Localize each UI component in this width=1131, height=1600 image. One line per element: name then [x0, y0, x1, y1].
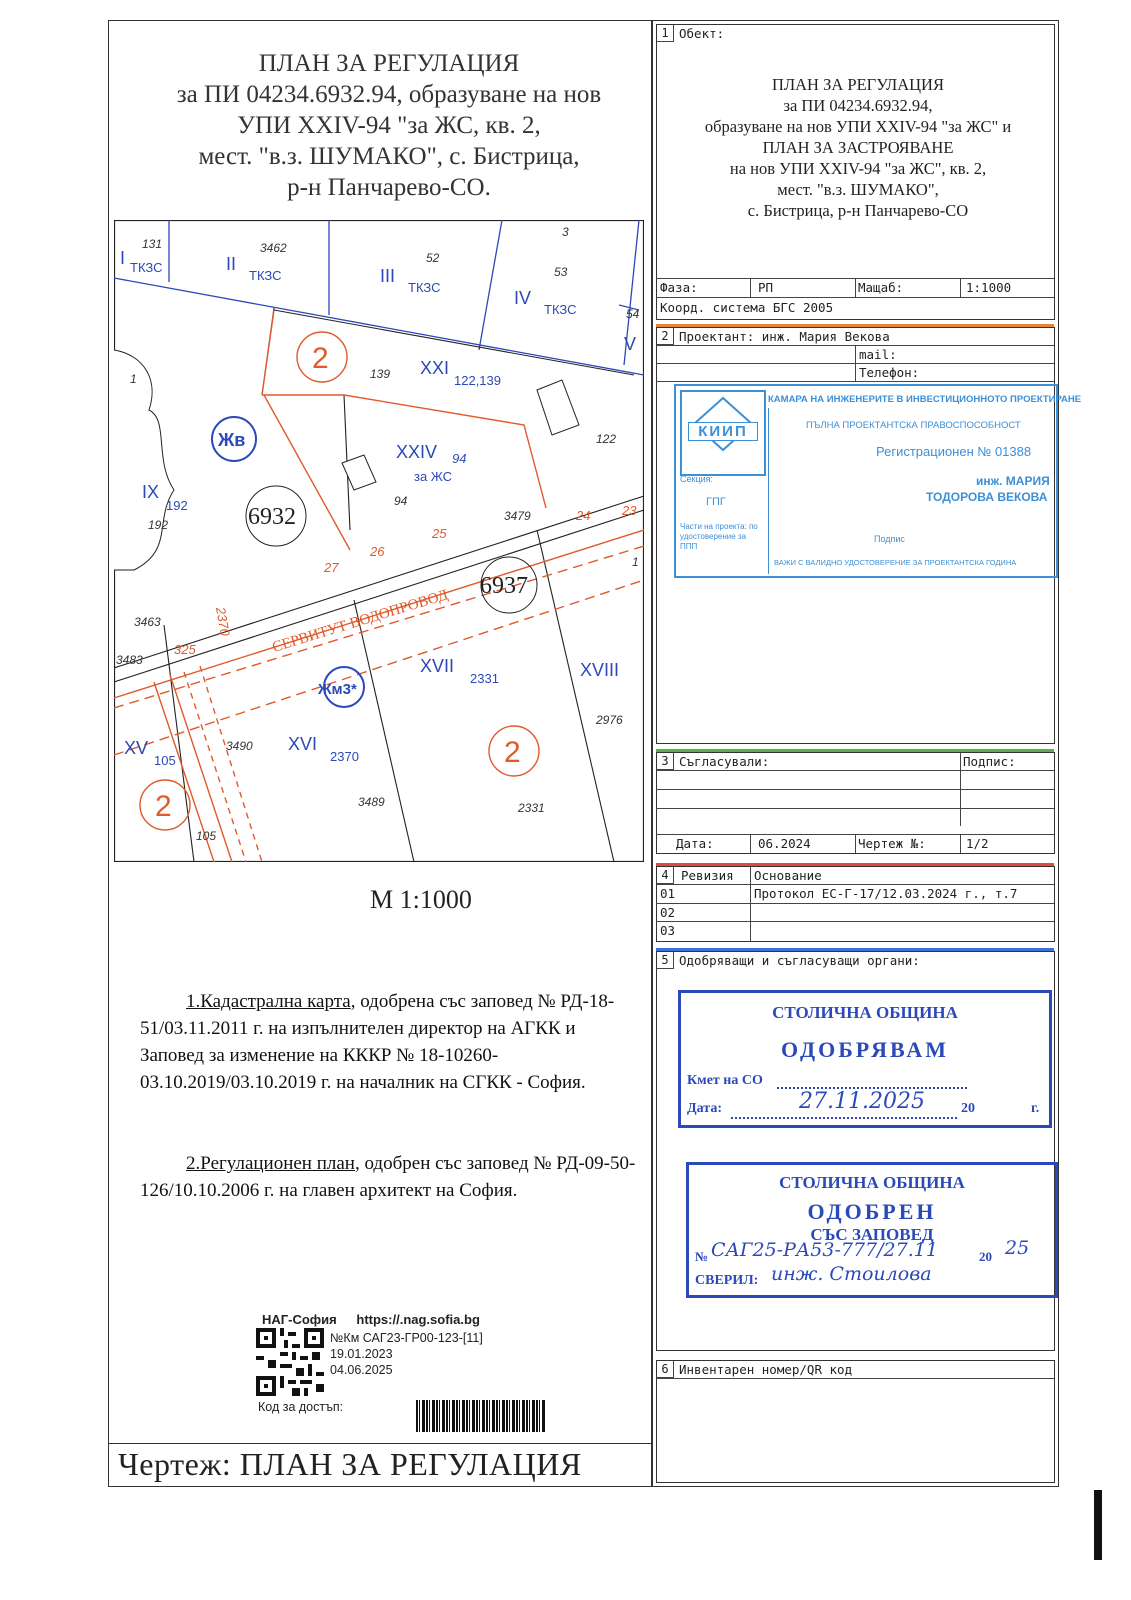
bottom-title-divider — [108, 1443, 652, 1444]
object-line1: ПЛАН ЗА РЕГУЛАЦИЯ — [772, 75, 944, 94]
approve-stamp — [678, 990, 1052, 1128]
order-year: 20 — [979, 1249, 992, 1264]
num-3479: 3479 — [504, 509, 531, 523]
num-54: 54 — [626, 307, 640, 321]
designer: Проектант: инж. Мария Векова — [679, 329, 890, 344]
kiip-stamp — [674, 384, 1082, 578]
circle-2-b: 2 — [155, 790, 172, 823]
parcel-XVII: XVII — [420, 656, 455, 676]
tkzs-1: ТКЗС — [130, 260, 163, 275]
kiip-name1: инж. МАРИЯ — [976, 474, 1050, 488]
num-105: 105 — [196, 829, 217, 843]
num-122: 122 — [596, 432, 617, 446]
nag-doc-info — [330, 1330, 483, 1378]
left-title-line3: УПИ XXIV-94 "за ЖС, кв. 2, — [237, 112, 541, 139]
left-title-line2: за ПИ 04234.6932.94, образуване на нов — [176, 81, 602, 108]
s2-divider-c — [656, 381, 1054, 382]
date-label: Дата: — [676, 836, 714, 851]
sub-94: 94 — [452, 451, 467, 466]
scale-text: М 1:1000 — [370, 885, 472, 914]
sub-2331: 2331 — [470, 671, 499, 686]
regulation-map — [114, 220, 644, 862]
rev-03: 03 — [660, 923, 676, 938]
scan-edge-mark — [1094, 1490, 1102, 1560]
parcel-XVIII: XVIII — [580, 660, 620, 680]
section1-label: Обект: — [679, 26, 725, 41]
s3-row-a — [656, 770, 1054, 771]
bottom-title: Чертеж: ПЛАН ЗА РЕГУЛАЦИЯ — [118, 1446, 582, 1482]
point-25: 25 — [432, 526, 447, 541]
kiip-section: ГПГ — [706, 496, 726, 508]
sub-192: 192 — [166, 498, 188, 513]
s1-vdiv-c — [960, 278, 961, 297]
parcel-I: I — [120, 248, 126, 268]
object-line5: на нов УПИ XXIV-94 "за ЖС", кв. 2, — [729, 159, 987, 178]
parcel-IX: IX — [142, 482, 160, 502]
section4-num: 4 — [657, 867, 674, 884]
signature-label: Подпис: — [963, 754, 1016, 769]
approve-mayor: Кмет на СО — [687, 1073, 763, 1088]
scale-label: Мащаб: — [858, 280, 904, 295]
order-org: СТОЛИЧНА ОБЩИНА — [779, 1173, 965, 1192]
object-line2: за ПИ 04234.6932.94, — [783, 96, 933, 115]
section5-num: 5 — [657, 952, 674, 969]
kiip-logo-box — [680, 390, 766, 476]
parcel-V: V — [624, 334, 637, 354]
point-23: 23 — [622, 503, 637, 518]
order-year-hand: 25 — [1005, 1237, 1030, 1259]
note-2-link: 2.Регулационен план — [186, 1153, 355, 1174]
num-2976: 2976 — [596, 713, 623, 727]
nag-url[interactable]: https://.nag.sofia.bg — [356, 1312, 480, 1327]
kiip-header: КАМАРА НА ИНЖЕНЕРИТЕ В ИНВЕСТИЦИОННОТО ПРОЕКТИРАНЕ — [768, 394, 1082, 405]
object-title — [660, 74, 1056, 221]
num-52: 52 — [426, 251, 440, 265]
circle-6932: 6932 — [248, 504, 296, 530]
nag-date2: 04.06.2025 — [330, 1363, 393, 1377]
s3-row-b — [656, 789, 1054, 790]
s2-vdiv — [855, 345, 856, 381]
tkzs-3: ТКЗС — [408, 280, 441, 295]
num-3463: 3463 — [134, 615, 161, 629]
object-line7: с. Бистрица, р-н Панчарево-СО — [747, 201, 969, 220]
point-24: 24 — [576, 508, 591, 523]
qr-code — [256, 1328, 324, 1396]
coord-system: Коорд. система БГС 2005 — [660, 300, 834, 315]
s4-row-b — [656, 903, 1054, 904]
left-title-line4: мест. "в.з. ШУМАКО", с. Бистрица, — [198, 143, 580, 170]
kiip-sub: ПЪЛНА ПРОЕКТАНТСКА ПРАВОСПОСОБНОСТ — [806, 420, 1021, 431]
circle-2-c: 2 — [504, 736, 521, 769]
servitude-label: СЕРВИТУТ ВОДОПРОВОД — [270, 587, 450, 656]
basis-label: Основание — [754, 868, 822, 883]
kiip-logo-text: КИИП — [688, 422, 758, 441]
zone-jv: Жв — [218, 430, 246, 450]
s1-divider-b — [656, 297, 1054, 298]
parcel-II: II — [226, 254, 237, 274]
inventory-label: Инвентарен номер/QR код — [679, 1362, 853, 1377]
kiip-section-label: Секция: — [680, 474, 713, 484]
approve-date-label: Дата: — [687, 1101, 722, 1116]
nag-date1: 19.01.2023 — [330, 1347, 393, 1361]
rev-01: 01 — [660, 886, 676, 901]
num-1a: 1 — [130, 372, 137, 386]
num-3483: 3483 — [116, 653, 143, 667]
approve-date-dots — [731, 1117, 957, 1119]
s3-vdiv-b — [855, 834, 856, 853]
drawing-value: 1/2 — [966, 836, 989, 851]
parcel-IV: IV — [514, 288, 532, 308]
num-94: 94 — [394, 494, 408, 508]
order-word: ОДОБРЕН — [807, 1199, 937, 1224]
kiip-reg: Регистрационен № 01388 — [876, 444, 1032, 459]
section2-num: 2 — [657, 328, 674, 345]
circle-6937: 6937 — [480, 573, 528, 599]
note-1 — [140, 988, 640, 1096]
s6-divider — [656, 1378, 1054, 1379]
revision-label: Ревизия — [681, 868, 734, 883]
s3-row-c — [656, 808, 1054, 809]
s3-vdiv-c — [960, 834, 961, 853]
sub-2370: 2370 — [330, 749, 359, 764]
left-title-line5: р-н Панчарево-СО. — [287, 174, 491, 201]
approve-date-hand: 27.11.2025 — [799, 1089, 925, 1114]
kiip-sign: Подпис — [874, 534, 905, 544]
point-325: 2370 — [213, 605, 233, 638]
s4-row-a — [656, 884, 1054, 885]
scale-value: 1:1000 — [966, 280, 1012, 295]
sub-122-139: 122,139 — [454, 373, 501, 388]
num-3489: 3489 — [358, 795, 385, 809]
parcel-XXIV: XXIV — [396, 442, 438, 462]
kiip-name2: ТОДОРОВА ВЕКОВА — [926, 490, 1048, 504]
note-1-link: 1.Кадастрална карта — [186, 991, 351, 1012]
object-line3: образуване на нов УПИ XXIV-94 "за ЖС" и — [704, 117, 1012, 136]
point-26: 26 — [370, 544, 385, 559]
rev-01-basis: Протокол ЕС-Г-17/12.03.2024 г., т.7 — [754, 886, 1018, 901]
object-line6: мест. "в.з. ШУМАКО", — [777, 180, 939, 199]
mail-label: mail: — [859, 347, 897, 362]
sub-105: 105 — [154, 753, 176, 768]
parcel-XXI: XXI — [420, 358, 450, 378]
kiip-valid: ВАЖИ С ВАЛИДНО УДОСТОВЕРЕНИЕ ЗА ПРОЕКТАНТСКА ГОДИНА — [774, 558, 1017, 567]
s3-vdiv-a — [750, 834, 751, 853]
num-1b: 1 — [632, 555, 639, 569]
point-276: 325 — [174, 642, 196, 657]
organs-label: Одобряващи и съгласуващи органи: — [679, 953, 920, 968]
s1-vdiv-b — [855, 278, 856, 297]
left-title — [118, 48, 660, 203]
parcel-III: III — [380, 266, 396, 286]
date-value: 06.2024 — [758, 836, 811, 851]
nag-title: НАГ-София — [262, 1312, 337, 1327]
num-192: 192 — [148, 518, 169, 532]
za-js: за ЖС — [414, 469, 453, 484]
num-3462: 3462 — [260, 241, 287, 255]
num-53: 53 — [554, 265, 568, 279]
section6-num: 6 — [657, 1361, 674, 1378]
nag-header — [262, 1312, 480, 1327]
approve-year: 20 — [961, 1101, 975, 1116]
nag-doc-no: №Км САГ23-ГР00-123-[11] — [330, 1331, 483, 1345]
object-line4: ПЛАН ЗА ЗАСТРОЯВАНЕ — [762, 138, 954, 157]
phone-label: Телефон: — [859, 365, 920, 380]
note-2-rest: , одобрен със заповед № РД-09-50-126/10.10.2006 г. на главен архитект на София. — [140, 1153, 636, 1201]
num-2331: 2331 — [518, 801, 545, 815]
tkzs-4: ТКЗС — [544, 302, 577, 317]
order-checked-hand: инж. Стоилова — [771, 1263, 932, 1285]
nag-access-label: Код за достъп: — [258, 1400, 344, 1414]
section1-num: 1 — [657, 25, 674, 42]
parcel-XV: XV — [124, 738, 149, 758]
left-title-line1: ПЛАН ЗА РЕГУЛАЦИЯ — [258, 50, 520, 77]
num-139: 139 — [370, 367, 391, 381]
approve-word: ОДОБРЯВАМ — [781, 1037, 949, 1062]
barcode — [416, 1400, 546, 1432]
note-1-rest: , одобрена със заповед № РД-18-51/03.11.2011 г. на изпълнителен директор на АГКК и Заповед за изменение на КККР № 18-10260-03.10.2019/03.10.2019 г. на началник на СГКК - София. — [140, 991, 615, 1093]
section3-num: 3 — [657, 753, 674, 770]
circle-2-a: 2 — [312, 342, 329, 375]
s4-row-c — [656, 921, 1054, 922]
phase-label: Фаза: — [660, 280, 698, 295]
point-27: 27 — [324, 560, 339, 575]
order-with: СЪС ЗАПОВЕД — [810, 1225, 934, 1244]
parcel-XVI: XVI — [288, 734, 318, 754]
agreed-label: Съгласували: — [679, 754, 770, 769]
rev-02: 02 — [660, 905, 676, 920]
zone-jm3: Жм3* — [318, 681, 357, 698]
s1-vdiv-a — [750, 278, 751, 297]
approve-g: г. — [1031, 1101, 1040, 1116]
tkzs-2: ТКЗС — [249, 268, 282, 283]
note-2 — [140, 1150, 640, 1204]
order-stamp — [686, 1162, 1058, 1298]
order-no-hand: САГ25-РА53-777/27.11 — [711, 1239, 938, 1261]
num-3490: 3490 — [226, 739, 253, 753]
approve-org: СТОЛИЧНА ОБЩИНА — [772, 1003, 958, 1022]
order-no-label: № — [695, 1249, 709, 1264]
phase-value: РП — [758, 280, 774, 295]
kiip-vdiv — [768, 408, 769, 574]
kiip-part: Части на проекта: по удостоверение за ППП — [680, 522, 758, 551]
drawing-label: Чертеж №: — [858, 836, 926, 851]
num-131: 131 — [142, 237, 163, 251]
order-checked-label: СВЕРИЛ: — [695, 1273, 759, 1288]
num-3: 3 — [562, 225, 569, 239]
